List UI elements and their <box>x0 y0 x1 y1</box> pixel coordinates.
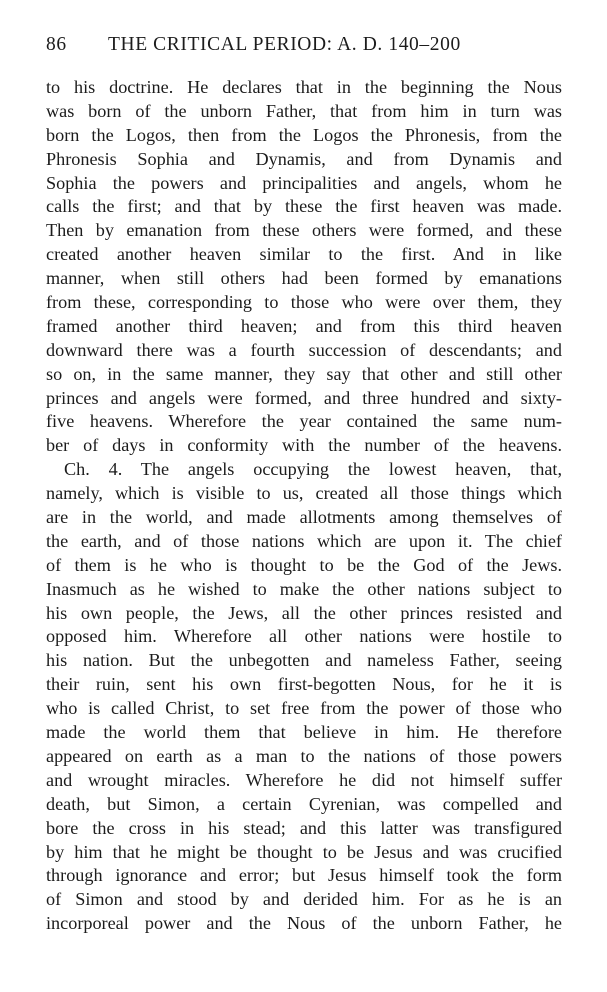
text-line: so on, in the same manner, they say that other and still other <box>46 363 562 384</box>
text-line: framed another third heaven; and from this third heaven <box>46 315 562 336</box>
text-line: manner, when still others had been formed by emanations <box>46 268 562 289</box>
text-line: Ch. 4. The angels occupying the lowest heaven, that, <box>64 459 562 480</box>
text-line: his nation. But the unbegotten and nameless Father, seeing <box>46 650 562 671</box>
text-line: by him that he might be thought to be Jesus and was crucified <box>46 841 562 862</box>
text-line: Then by emanation from these others were formed, and these <box>46 220 562 241</box>
text-line: Phronesis Sophia and Dynamis, and from Dynamis and <box>46 148 562 169</box>
text-line: of them is he who is thought to be the God of the Jews. <box>46 554 562 575</box>
text-line: and wrought miracles. Wherefore he did not himself suffer <box>46 769 562 790</box>
page-number: 86 <box>46 34 67 55</box>
book-page <box>46 34 562 936</box>
text-line: of Simon and stood by and derided him. For as he is an <box>46 889 562 910</box>
text-line: created another heaven similar to the first. And in like <box>46 244 562 265</box>
text-line: princes and angels were formed, and three hundred and sixty- <box>46 387 562 408</box>
text-line: to his doctrine. He declares that in the beginning the Nous <box>46 77 562 97</box>
paragraph-1 <box>46 76 562 458</box>
text-line: namely, which is visible to us, created all those things which <box>46 483 562 504</box>
text-line: born the Logos, then from the Logos the Phronesis, from the <box>46 124 562 145</box>
text-line: five heavens. Wherefore the year contained the same num- <box>46 411 562 432</box>
body-text <box>46 76 562 936</box>
text-line: bore the cross in his stead; and this latter was transfigured <box>46 817 562 838</box>
text-line: Sophia the powers and principalities and angels, whom he <box>46 172 562 193</box>
text-line: their ruin, sent his own first-begotten Nous, for he it is <box>46 674 562 695</box>
running-head: THE CRITICAL PERIOD: A. D. 140–200 <box>108 34 461 55</box>
text-line: the earth, and of those nations which are upon it. The chief <box>46 530 562 551</box>
page-header <box>46 34 562 68</box>
text-line: his own people, the Jews, all the other princes resisted and <box>46 602 562 623</box>
text-line: are in the world, and made allotments among themselves of <box>46 507 562 528</box>
text-line: appeared on earth as a man to the nations of those powers <box>46 745 562 766</box>
text-line: Inasmuch as he wished to make the other nations subject to <box>46 578 562 599</box>
text-line: through ignorance and error; but Jesus himself took the form <box>46 865 562 886</box>
text-line: was born of the unborn Father, that from him in turn was <box>46 100 562 121</box>
text-line: death, but Simon, a certain Cyrenian, was compelled and <box>46 793 562 814</box>
text-line: who is called Christ, to set free from the power of those who <box>46 698 562 719</box>
text-line: incorporeal power and the Nous of the unborn Father, he <box>46 913 562 934</box>
text-line: downward there was a fourth succession of descendants; and <box>46 339 562 360</box>
text-line: made the world them that believe in him. He therefore <box>46 722 562 743</box>
text-line: from these, corresponding to those who were over them, they <box>46 292 562 313</box>
paragraph-2 <box>46 458 562 936</box>
text-line: opposed him. Wherefore all other nations were hostile to <box>46 626 562 647</box>
text-line: calls the first; and that by these the first heaven was made. <box>46 196 562 217</box>
text-line: ber of days in conformity with the number of the heavens. <box>46 435 562 456</box>
